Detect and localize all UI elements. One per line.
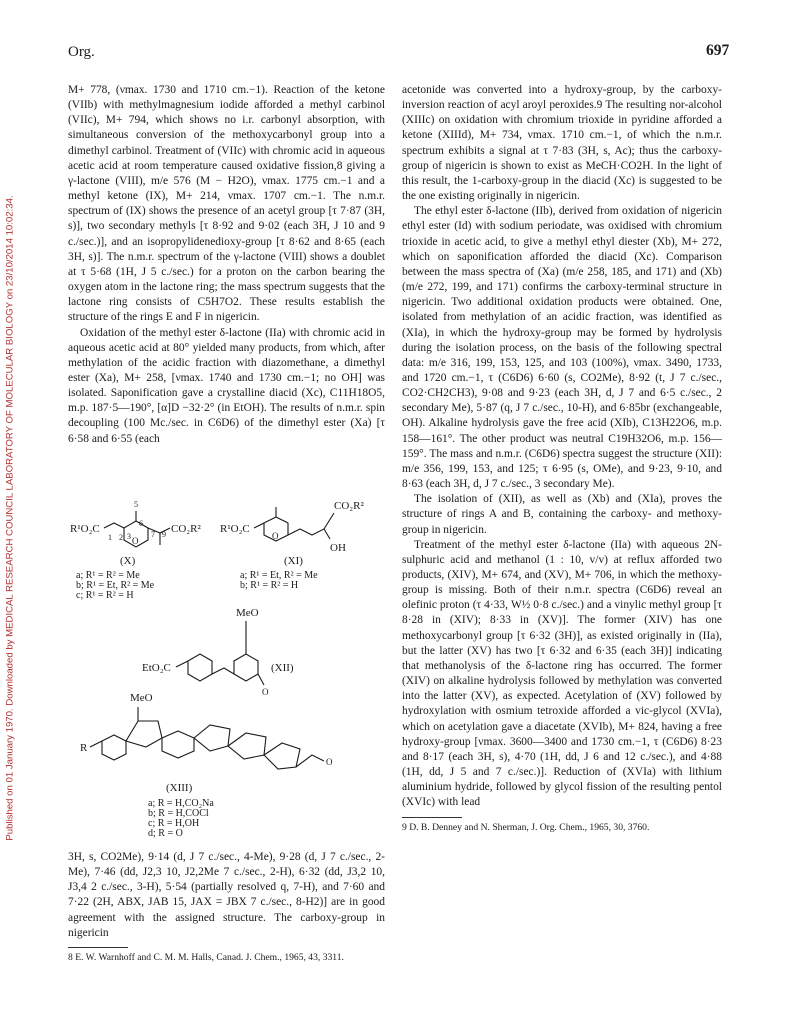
eto2c-XII: EtO₂C (142, 662, 171, 674)
ring-a-XIII (102, 735, 126, 760)
ring-c-XIII (162, 731, 194, 758)
subst-XI-b: b; R¹ = R² = H (240, 580, 299, 591)
right-paragraph-2: The ethyl ester δ-lactone (IIb), derived from oxidation of nigericin ethyl ester (Id) with sodium periodate, was oxidised with chromium trioxide in acetic acid, to give a methyl ethyl diester (Xb), M+ 272, which on saponification afforded the diacid (Xc). Comparison between the mass spectra of (Xa) (m/e 258, 185, and 171) and (Xb) (m/e 272, 199, and 171) confirms the carboxy-terminal structure in nigericin. Two additional oxidation products were obtained. One, isolated from methylation of an acidic fraction, was identified as (XIa), in which the hydroxy-group may be formed by hydrolysis during the isolation process, on the basis of the following spectral data: m/e 316, 199, 153, 125, and 103 (100%), νmax. 3490, 1733, and 1720 cm.−1, τ (C6D6) 6·60 (s, CO2Me), 8·92 (t, J 7 c./sec., CO2·CH2CH3), 9·08 and 9·23 (each 3H, d, J 7 and 6·5 c./sec., 2 secondary Me), 5·87 (q, J 7 c./sec., 10-H), and 6·85br (exchangeable, OH). Alkaline hydrolysis gave the free acid (XIb), C13H22O6, m.p. 158—161°. The other product was neutral C19H32O6, m.p. 156—159°. The mass and n.m.r. (C6D6) spectra suggest the structure (XII): m/e 356, 199, 153, and 125; τ 6·95 (s, OMe), and 9·23, 9·10, and 8·63 (each 3H, d, J 7 c./sec., 3 secondary Me). (402, 205, 722, 491)
left-paragraph-3: 3H, s, CO2Me), 9·14 (d, J 7 c./sec., 4-Me), 9·28 (d, J 7 c./sec., 2-Me), 7·46 (dd, J2,3 10, J2,2Me 7 c./sec., 2-H), 6·32 (dd, J3,2 10, J3,4 2 c./sec., 3-H), 5·54 (partially resolved q, 7-H), and 7·60 and 7·22 (2H, ABX, JAB 15, JAX = JBX 7 c./sec., 8-H2)] are in good agreement with the assigned structure. The carboxy-group in nigericin (68, 851, 385, 939)
footnote-rule (68, 947, 128, 948)
label-XII: (XII) (271, 662, 294, 674)
bond-carbonyl-XII (258, 674, 264, 685)
provenance-text: Published on 01 January 1970. Downloaded by MEDICAL RESEARCH COUNCIL LABORATORY OF MOLECULAR BIOLOGY on 23/10/2014 10:02:34. (4, 195, 16, 841)
ring-d-XIII (194, 725, 230, 751)
subst-X-b: b; R¹ = Et, R² = Me (76, 580, 155, 591)
page-number: 697 (706, 42, 730, 59)
structure-XIII (80, 692, 333, 839)
left-column-top (68, 83, 385, 447)
locant-6: 6 (139, 519, 143, 528)
subst-XIII-a: a; R = H,CO₂Na (148, 798, 214, 809)
structure-XI (220, 500, 364, 591)
bond-oh-XI (324, 529, 330, 539)
structure-XII (142, 607, 294, 697)
carbonyl-oxygen-XII: O (262, 687, 269, 697)
subst-XI-a: a; R¹ = Et, R² = Me (240, 570, 318, 581)
bond-chain-XI (254, 523, 264, 528)
footnote-8: 8 E. W. Warnhoff and C. M. M. Halls, Canad. J. Chem., 1965, 43, 3311. (68, 951, 344, 963)
oh-XI: OH (330, 542, 346, 554)
label-r1o2c-XI: R¹O₂C (220, 523, 250, 535)
right-paragraph-4: Treatment of the methyl ester δ-lactone (IIa) with aqueous 2N-sulphuric acid and methanol (1 : 10, v/v) at reflux afforded two products, (XIV), M+ 674, and (XV), M+ 706, in which the methoxy-group is missing. Both of their n.m.r. spectra (C6D6) reveal an olefinic proton (τ 4·33, W½ 0·8 c./sec.) and a vinylic methyl group [τ 8·28 in (XIV); 8·33 in (XV)]. The former (XIV) has one methoxycarbonyl group [τ 6·32 (3H)], as existed originally in (IIa), but the latter (XV) has two [τ 6·32 and 6·35 (each 3H)] indicating that methanolysis of the δ-lactone ring has occurred. The former (XIV) on alkaline hydrolysis followed by methylation was converted into the latter (XV), as expected. Acetylation of (XV) followed by hydroxylation with osmium tetroxide afforded a vic-glycol (XVIa), which on acetylation gave a diacetate (XVIb), M+ 824, having a free hydroxy-group [νmax. 3600—3400 and 1730 cm.−1, τ (C6D6) 8·23 and 8·17 (each 3H, s), 4·70 (1H, dd, J 6 and 12 c./sec.), and 4·88 (1H, dd, J 5 and 7 c./sec.)]. Reduction of (XVIa) with lithium aluminium hydride, followed by glycol fission of the resulting pentol (XVIc) with lead (402, 538, 722, 809)
ring-oxygen-X: O (132, 536, 139, 546)
meo-XII: MeO (236, 607, 259, 619)
bond-ester-XII (176, 661, 188, 667)
label-XIII: (XIII) (166, 782, 193, 794)
ring-e-XIII (228, 733, 266, 759)
right-paragraph-3: The isolation of (XII), as well as (Xb) and (XIa), proves the structure of rings A and B, containing the carboxy- and methoxy-group in nigericin. (402, 493, 722, 536)
subst-X-c: c; R¹ = R² = H (76, 590, 134, 601)
subst-XIII-b: b; R = H,COCl (148, 808, 209, 819)
co2r2-X: CO₂R² (171, 523, 201, 535)
bond-sidechain-XI (288, 513, 334, 535)
provenance-sidebar (0, 0, 20, 1036)
structure-X (70, 500, 201, 601)
locant-3: 3 (127, 532, 131, 541)
label-X: (X) (120, 555, 136, 567)
bond-r-XIII (90, 741, 102, 747)
ring-oxygen-XI: O (272, 531, 279, 541)
bond-chain-X (104, 523, 124, 528)
right-column (402, 83, 722, 834)
left-paragraph-1: M+ 778, (νmax. 1730 and 1710 cm.−1). Reaction of the ketone (VIIb) with methylmagnesium iodide afforded a methyl carbinol (VIIc), M+ 794, which shows no i.r. carbonyl absorption, with simultaneous conversion of the methoxycarbonyl group into a dimethyl carbinol. Treatment of (VIIc) with chromic acid in aqueous acetic acid at room temperature caused oxidative fission,8 giving a γ-lactone (VIII), m/e 576 (M − H2O), νmax. 1775 cm.−1 and a methyl ketone (IX), M+ 214, νmax. 1707 cm.−1. The n.m.r. spectrum of (IX) shows the presence of an acetyl group [τ 7·87 (3H, s)], two secondary methyls [τ 8·92 and 9·02 (each 3H, J 10 and 9 c./sec.)], and an isopropylidenedioxy-group [τ 8·62 and 8·65 (each 3H, s)]. The n.m.r. spectrum of the γ-lactone (VIII) shows a doublet at τ 5·68 (1H, J 5 c./sec.) for a proton on the carbon bearing the oxygen atom in the lactone ring; the mass spectrum suggests that the lactone ring consists of C5H7O2. These results establish the structure of the rings E and F in nigericin. (68, 84, 385, 324)
footnote-9: 9 D. B. Denney and N. Sherman, J. Org. Chem., 1965, 30, 3760. (402, 821, 650, 833)
ring-a-XII (188, 654, 212, 681)
ring-b-XIII (126, 721, 162, 747)
locant-5: 5 (134, 500, 138, 509)
left-paragraph-2: Oxidation of the methyl ester δ-lactone (IIa) with chromic acid in aqueous acetic acid at 80° yielded many products, from which, after methylation of the acidic fraction with diazomethane, a dimethyl ester (Xa), M+ 258, [νmax. 1740 and 1730 cm.−1; no OH] was isolated. Saponification gave a crystalline diacid (Xc), C11H18O5, m.p. 187·5—190°, [α]D −32·2° (in EtOH). The results of n.m.r. spin decoupling (100 Mc./sec. in C6D6) of the dimethyl ester (Xa) [τ 6·58 and 6·55 (each (68, 326, 385, 445)
label-r1o2c-X: R¹O₂C (70, 523, 100, 535)
locant-7: 7 (151, 530, 155, 539)
acetonide-o-XIII: O (326, 757, 333, 767)
bond-link-XII (212, 668, 234, 674)
right-paragraph-1: acetonide was converted into a hydroxy-group, by the carboxy-inversion reaction of acyl aroyl peroxides.9 The resulting nor-alcohol (XIIIc) on oxidation with chromium trioxide in pyridine afforded a ketone (XIIId), M+ 734, νmax. 1710 cm.−1, of which the n.m.r. spectrum exhibits a signal at τ 7·83 (3H, s, Ac); thus the carboxy-group of nigericin is shown to exist as MeCH·CO2H. In the light of this result, the 1-carboxy-group in the diacid (Xc) is suggested to be the one existing originally in nigericin. (402, 84, 722, 203)
left-column-bottom (68, 850, 385, 964)
ring-b-XII (234, 654, 258, 681)
label-XI: (XI) (284, 555, 303, 567)
locant-9: 9 (162, 530, 166, 539)
subst-XIII-c: c; R = H,OH (148, 818, 200, 829)
locant-1: 1 (108, 533, 112, 542)
subst-XIII-d: d; R = O (148, 828, 183, 839)
chemical-structures-figure (68, 493, 388, 848)
structures-svg (68, 493, 388, 848)
footnote-rule-right (402, 817, 462, 818)
running-head: Org. (68, 44, 95, 60)
meo-XIII: MeO (130, 692, 153, 704)
r-XIII: R (80, 742, 88, 754)
co2r2-XI: CO₂R² (334, 500, 364, 512)
ring-f-XIII (264, 743, 300, 769)
locant-2: 2 (119, 533, 123, 542)
bond-acetonide-XIII (296, 755, 324, 767)
subst-X-a: a; R¹ = R² = Me (76, 570, 140, 581)
